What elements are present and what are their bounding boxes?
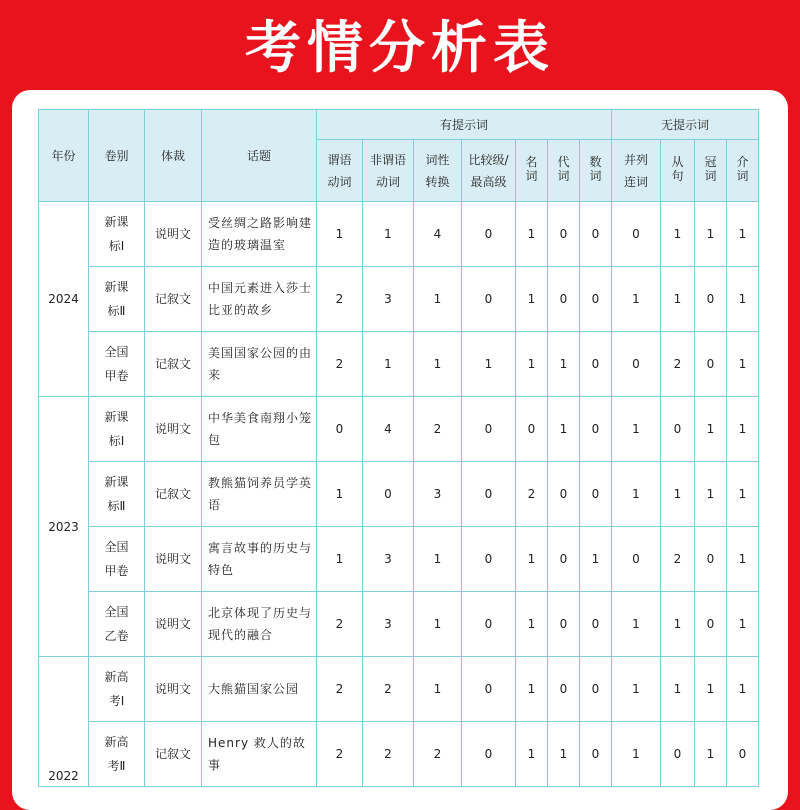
- header-word-conversion: [414, 140, 462, 202]
- topic-cell: 中国元素进入莎士比亚的故乡: [202, 267, 317, 332]
- value-cell: 0: [580, 332, 612, 397]
- header-nonpredicate-verb: [363, 140, 414, 202]
- value-cell: 0: [612, 202, 661, 267]
- paper-label: 全国甲卷: [104, 540, 129, 578]
- topic-cell: 教熊猫饲养员学英语: [202, 462, 317, 527]
- value-cell: 1: [516, 657, 548, 722]
- paper-label: 新高考Ⅰ: [104, 670, 129, 708]
- value-cell: 1: [548, 722, 580, 787]
- value-cell: 2: [317, 332, 363, 397]
- value-cell: 1: [516, 592, 548, 657]
- value-cell: 2: [516, 462, 548, 527]
- value-cell: 2: [317, 657, 363, 722]
- paper-label: 新课标Ⅱ: [104, 280, 129, 318]
- paper-cell: [89, 657, 145, 722]
- header-article: [695, 140, 727, 202]
- paper-label: 全国甲卷: [104, 345, 129, 383]
- value-cell: 3: [363, 592, 414, 657]
- value-cell: 0: [462, 722, 516, 787]
- header-clause: [661, 140, 695, 202]
- header-predicate-verb: [317, 140, 363, 202]
- value-cell: 1: [727, 267, 759, 332]
- value-cell: 0: [462, 527, 516, 592]
- paper-cell: [89, 462, 145, 527]
- title-banner: [0, 0, 800, 88]
- value-cell: 3: [363, 267, 414, 332]
- value-cell: 0: [580, 657, 612, 722]
- topic-cell: 美国国家公园的由来: [202, 332, 317, 397]
- value-cell: 0: [580, 267, 612, 332]
- value-cell: 0: [462, 462, 516, 527]
- value-cell: 3: [363, 527, 414, 592]
- table-row: [39, 332, 759, 397]
- value-cell: 4: [363, 397, 414, 462]
- analysis-table: [38, 109, 759, 787]
- value-cell: 1: [414, 657, 462, 722]
- value-cell: 1: [727, 332, 759, 397]
- topic-cell: 受丝绸之路影响建造的玻璃温室: [202, 202, 317, 267]
- topic-cell: 大熊猫国家公园: [202, 657, 317, 722]
- value-cell: 0: [548, 202, 580, 267]
- value-cell: 1: [516, 202, 548, 267]
- value-cell: 2: [317, 592, 363, 657]
- year-cell: 2023: [39, 397, 89, 657]
- table-row: [39, 722, 759, 787]
- table-row: [39, 527, 759, 592]
- topic-cell: Henry 救人的故事: [202, 722, 317, 787]
- paper-cell: [89, 267, 145, 332]
- value-cell: 0: [462, 592, 516, 657]
- value-cell: 2: [414, 722, 462, 787]
- genre-cell: 说明文: [145, 592, 202, 657]
- paper-label: 新课标Ⅰ: [104, 410, 129, 448]
- value-cell: 1: [695, 722, 727, 787]
- table-card: [12, 90, 788, 810]
- header-noun-label: 名词: [525, 155, 538, 183]
- value-cell: 1: [414, 592, 462, 657]
- paper-label: 新课标Ⅰ: [104, 215, 129, 253]
- header-preposition-label: 介词: [736, 155, 749, 183]
- table-row: [39, 202, 759, 267]
- table-row: [39, 397, 759, 462]
- genre-cell: 记叙文: [145, 462, 202, 527]
- header-conjunction-label: 并列连词: [623, 152, 648, 189]
- header-predicate-verb-label: 谓语动词: [327, 152, 352, 189]
- value-cell: 1: [548, 332, 580, 397]
- paper-cell: [89, 722, 145, 787]
- value-cell: 0: [695, 332, 727, 397]
- topic-cell: 北京体现了历史与现代的融合: [202, 592, 317, 657]
- table-row: [39, 267, 759, 332]
- value-cell: 0: [548, 657, 580, 722]
- year-cell: 2024: [39, 202, 89, 397]
- header-row-groups: [39, 110, 759, 140]
- value-cell: 1: [612, 592, 661, 657]
- value-cell: 0: [661, 397, 695, 462]
- year-cell: 2022: [39, 657, 89, 787]
- value-cell: 0: [580, 202, 612, 267]
- genre-cell: 说明文: [145, 657, 202, 722]
- paper-label: 全国乙卷: [104, 605, 129, 643]
- value-cell: 1: [727, 527, 759, 592]
- header-topic: 话题: [202, 110, 317, 202]
- header-noun: [516, 140, 548, 202]
- value-cell: 1: [695, 657, 727, 722]
- value-cell: 2: [317, 722, 363, 787]
- header-article-label: 冠词: [704, 155, 717, 183]
- header-group-without-hint: 无提示词: [612, 110, 759, 140]
- value-cell: 1: [548, 397, 580, 462]
- value-cell: 1: [727, 202, 759, 267]
- value-cell: 1: [661, 202, 695, 267]
- genre-cell: 记叙文: [145, 332, 202, 397]
- value-cell: 1: [612, 722, 661, 787]
- value-cell: 2: [363, 722, 414, 787]
- value-cell: 0: [580, 397, 612, 462]
- value-cell: 0: [612, 527, 661, 592]
- header-year: 年份: [39, 110, 89, 202]
- topic-cell: 中华美食南翔小笼包: [202, 397, 317, 462]
- value-cell: 0: [462, 267, 516, 332]
- value-cell: 1: [695, 202, 727, 267]
- value-cell: 1: [727, 657, 759, 722]
- value-cell: 2: [363, 657, 414, 722]
- value-cell: 0: [462, 657, 516, 722]
- table-row: [39, 462, 759, 527]
- value-cell: 0: [548, 527, 580, 592]
- value-cell: 0: [548, 462, 580, 527]
- value-cell: 0: [661, 722, 695, 787]
- value-cell: 2: [661, 527, 695, 592]
- value-cell: 0: [462, 202, 516, 267]
- value-cell: 0: [462, 397, 516, 462]
- value-cell: 1: [462, 332, 516, 397]
- value-cell: 1: [516, 527, 548, 592]
- header-comparative: [462, 140, 516, 202]
- value-cell: 1: [612, 462, 661, 527]
- header-preposition: [727, 140, 759, 202]
- header-clause-label: 从句: [671, 155, 684, 183]
- header-genre: 体裁: [145, 110, 202, 202]
- value-cell: 1: [612, 267, 661, 332]
- value-cell: 0: [695, 267, 727, 332]
- value-cell: 1: [727, 592, 759, 657]
- paper-cell: [89, 202, 145, 267]
- value-cell: 1: [363, 332, 414, 397]
- header-conjunction: [612, 140, 661, 202]
- header-numeral-label: 数词: [589, 155, 602, 183]
- value-cell: 1: [317, 527, 363, 592]
- value-cell: 4: [414, 202, 462, 267]
- value-cell: 0: [695, 592, 727, 657]
- paper-label: 新高考Ⅱ: [104, 735, 129, 773]
- page-title: 考情分析表: [245, 16, 555, 81]
- value-cell: 1: [363, 202, 414, 267]
- header-paper: 卷别: [89, 110, 145, 202]
- value-cell: 0: [580, 462, 612, 527]
- value-cell: 1: [661, 657, 695, 722]
- value-cell: 1: [727, 397, 759, 462]
- value-cell: 2: [661, 332, 695, 397]
- value-cell: 0: [363, 462, 414, 527]
- header-numeral: [580, 140, 612, 202]
- value-cell: 1: [516, 267, 548, 332]
- table-row: [39, 657, 759, 722]
- value-cell: 0: [548, 267, 580, 332]
- header-nonpredicate-verb-label: 非谓语动词: [369, 152, 406, 189]
- genre-cell: 记叙文: [145, 267, 202, 332]
- value-cell: 1: [414, 332, 462, 397]
- genre-cell: 说明文: [145, 202, 202, 267]
- value-cell: 0: [612, 332, 661, 397]
- value-cell: 1: [414, 267, 462, 332]
- paper-cell: [89, 527, 145, 592]
- value-cell: 3: [414, 462, 462, 527]
- genre-cell: 记叙文: [145, 722, 202, 787]
- value-cell: 0: [580, 592, 612, 657]
- value-cell: 1: [580, 527, 612, 592]
- value-cell: 1: [516, 722, 548, 787]
- paper-cell: [89, 332, 145, 397]
- value-cell: 1: [661, 267, 695, 332]
- paper-cell: [89, 397, 145, 462]
- genre-cell: 说明文: [145, 527, 202, 592]
- value-cell: 1: [612, 397, 661, 462]
- value-cell: 1: [317, 202, 363, 267]
- value-cell: 0: [695, 527, 727, 592]
- value-cell: 0: [580, 722, 612, 787]
- value-cell: 0: [516, 397, 548, 462]
- value-cell: 1: [612, 657, 661, 722]
- header-word-conversion-label: 词性转换: [425, 152, 450, 189]
- value-cell: 1: [695, 397, 727, 462]
- header-pronoun: [548, 140, 580, 202]
- header-group-with-hint: 有提示词: [317, 110, 612, 140]
- value-cell: 0: [548, 592, 580, 657]
- value-cell: 1: [414, 527, 462, 592]
- paper-cell: [89, 592, 145, 657]
- value-cell: 1: [317, 462, 363, 527]
- genre-cell: 说明文: [145, 397, 202, 462]
- header-comparative-label: 比较级/最高级: [468, 152, 509, 189]
- value-cell: 1: [516, 332, 548, 397]
- value-cell: 2: [414, 397, 462, 462]
- header-pronoun-label: 代词: [557, 155, 570, 183]
- value-cell: 0: [317, 397, 363, 462]
- paper-label: 新课标Ⅱ: [104, 475, 129, 513]
- topic-cell: 寓言故事的历史与特色: [202, 527, 317, 592]
- value-cell: 2: [317, 267, 363, 332]
- value-cell: 1: [661, 592, 695, 657]
- value-cell: 0: [727, 722, 759, 787]
- value-cell: 1: [695, 462, 727, 527]
- value-cell: 1: [661, 462, 695, 527]
- value-cell: 1: [727, 462, 759, 527]
- table-row: [39, 592, 759, 657]
